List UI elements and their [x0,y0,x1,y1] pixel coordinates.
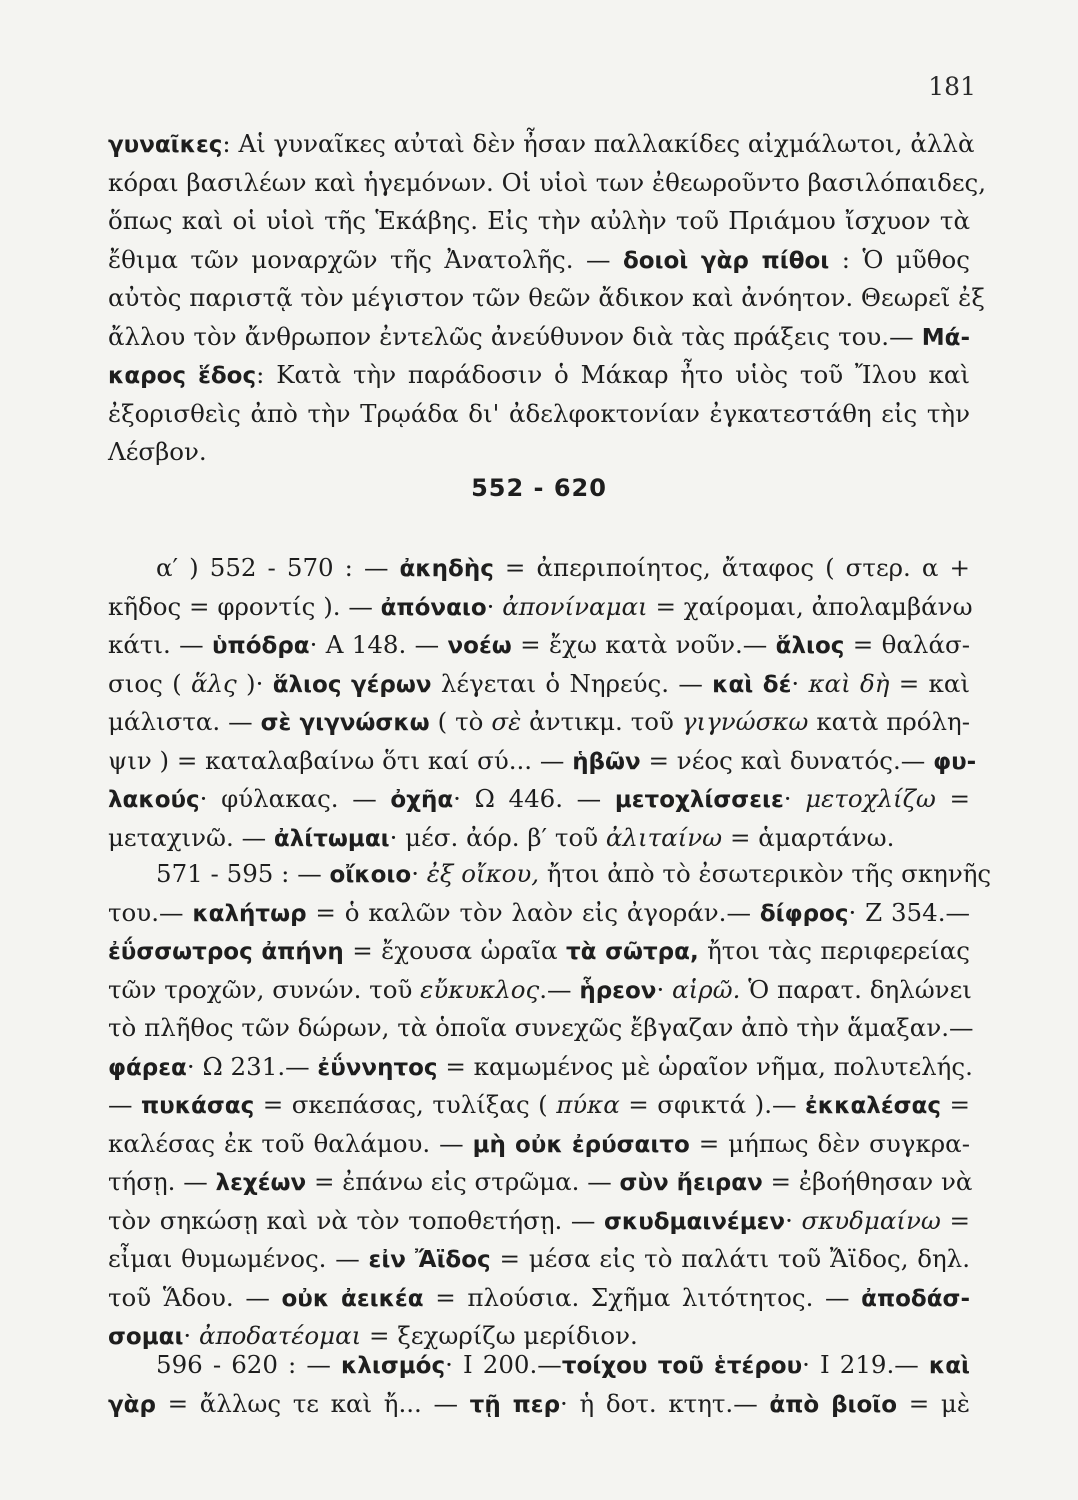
text-line: τοῦ Ἅδου. — οὐκ ἀεικέα = πλούσια. Σχῆμα λιτότητος. — ἀποδάσ- [108,1282,970,1312]
headword: σκυδμαινέμεν [603,1208,786,1235]
headword: κλισμός [340,1353,446,1379]
text-line: 571 - 595 : — οἴκοιο· ἐξ οἴκου, ἤτοι ἀπὸ τὸ ἐσωτερικὸν τῆς σκηνῆς [156,859,992,888]
commentary-paragraph-1 [108,125,987,472]
headword: ἐΰσσωτρος ἀπήνη [108,939,344,965]
commentary-paragraph-4 [108,1346,970,1423]
headword: ἀποδάσ- [861,1285,970,1312]
text-line: μεταχινῶ. — ἀλίτωμαι· μέσ. ἀόρ. β′ τοῦ ἀλιταίνω = ἁμαρτάνω. [108,822,895,852]
text-line: φάρεα· Ω 231.— ἐΰννητος = καμωμένος μὲ ὡραῖον νῆμα, πολυτελής. [108,1051,973,1081]
headword: καρος ἕδος [108,363,257,389]
text-line: κόραι βασιλέων καὶ ἡγεμόνων. Οἱ υἱοὶ των ἐθεωροῦντο βασιλόπαιδες, [108,167,987,197]
text-line: τὸ πλῆθος τῶν δώρων, τὰ ὁποῖα συνεχῶς ἔβγαζαν ἀπὸ τὴν ἅμαξαν.— [108,1013,974,1042]
text-line: Λέσβον. [108,437,207,466]
headword: καὶ δέ [712,671,792,698]
headword: ἀλίτωμαι [273,825,390,852]
headword: ἡβῶν [572,748,641,775]
text-line: ἔθιμα τῶν μοναρχῶν τῆς Ἀνατολῆς. — δοιοὶ γὰρ πίθοι : Ὁ μῦθος [108,244,970,274]
headword: ἀπὸ βιοῖο [769,1391,898,1418]
headword: φυ- [933,748,977,775]
headword: ὑπόδρα [212,633,310,659]
text-line: μάλιστα. — σὲ γιγνώσκω ( τὸ σὲ ἀντικμ. τοῦ γιγνώσκω κατὰ πρόλη- [108,707,970,736]
page-number: 181 [928,72,976,101]
text-line: γὰρ = ἄλλως τε καὶ ἤ... — τῇ περ· ἡ δοτ. κτητ.— ἀπὸ βιοῖο = μὲ [108,1388,970,1418]
text-line: ἐξορισθεὶς ἀπὸ τὴν Τρῳάδα δι' ἀδελφοκτονίαν ἐγκατεστάθη εἰς τὴν [108,398,970,428]
text-line: αὐτὸς παριστᾷ τὸν μέγιστον τῶν θεῶν ἄδικον καὶ ἀνόητον. Θεωρεῖ ἐξ [108,283,985,312]
headword: ἧρεον [579,977,657,1004]
headword: καὶ [928,1353,971,1379]
text-line: τῶν τροχῶν, συνών. τοῦ εὔκυκλος.— ἧρεον· αἱρῶ. Ὁ παρατ. δηλώνει [108,974,972,1004]
headword: φάρεα [108,1054,187,1081]
section-heading: 552 - 620 [471,474,607,502]
headword: μὴ οὐκ ἐρύσαιτο [472,1131,690,1158]
headword: ἅλιος γέρων [272,671,432,698]
text-line: γυναῖκες: Αἱ γυναῖκες αὐταὶ δὲν ἦσαν παλλακίδες αἰχμάλωτοι, ἀλλὰ [108,129,975,158]
text-line: 596 - 620 : — κλισμός· Ι 200.—τοίχου τοῦ ἑτέρου· Ι 219.— καὶ [156,1350,971,1379]
headword: πυκάσας [140,1093,255,1119]
text-line: σιος ( ἅλς )· ἅλιος γέρων λέγεται ὁ Νηρεύς. — καὶ δέ· καὶ δὴ = καὶ [108,668,970,698]
headword: οἴκοιο [329,862,412,888]
text-line: ψιν ) = καταλαβαίνω ὅτι καί σύ... — ἡβῶν = νέος καὶ δυνατός.— φυ- [108,745,977,775]
headword: λακούς [108,787,200,813]
headword: δίφρος [759,900,849,927]
headword: ἀκηδὴς [399,556,494,582]
text-line: τήσῃ. — λεχέων = ἐπάνω εἰς στρῶμα. — σὺν ἤειραν = ἐβοήθησαν νὰ [108,1167,973,1196]
headword: λεχέων [215,1170,307,1196]
headword: ὀχῆα [390,787,454,813]
commentary-paragraph-2 [108,549,977,857]
headword: γὰρ [108,1391,156,1418]
headword: ἀπόναιο [380,594,487,621]
text-line: κάτι. — ὑπόδρα· Α 148. — νοέω = ἔχω κατὰ νοῦν.— ἅλιος = θαλάσ- [108,630,970,659]
headword: γυναῖκες [108,132,223,158]
text-line: λακούς· φύλακας. — ὀχῆα· Ω 446. — μετοχλίσσειε· μετοχλίζω = [108,784,971,813]
text-line: τὸν σηκώσῃ καὶ νὰ τὸν τοποθετήσῃ. — σκυδμαινέμεν· σκυδμαίνω = [108,1205,970,1235]
headword: ἐκκαλέσας [804,1093,941,1119]
text-line: ἄλλου τὸν ἄνθρωπον ἐντελῶς ἀνεύθυνον διὰ τὰς πράξεις του.— Μά- [108,321,970,351]
headword: τοίχου τοῦ ἑτέρου [561,1353,803,1379]
text-line: ὅπως καὶ οἱ υἱοὶ τῆς Ἑκάβης. Εἰς τὴν αὐλὴν τοῦ Πριάμου ἴσχυον τὰ [108,206,970,235]
headword: σὺν ἤειραν [619,1170,763,1196]
commentary-paragraph-3 [108,855,992,1356]
headword: τῇ περ [469,1391,561,1418]
text-line: εἶμαι θυμωμένος. — εἰν Ἄϊδος = μέσα εἰς τὸ παλάτι τοῦ Ἄϊδος, δηλ. [108,1244,970,1273]
text-line: καρος ἕδος: Κατὰ τὴν παράδοσιν ὁ Μάκαρ ἦτο υἱὸς τοῦ Ἴλου καὶ [108,360,970,389]
headword: καλήτωρ [192,900,307,927]
text-line: σομαι· ἀποδατέομαι = ξεχωρίζω μερίδιον. [108,1321,638,1350]
headword: εἰν Ἄϊδος [368,1247,491,1273]
text-line: α′ ) 552 - 570 : — ἀκηδὴς = ἀπεριποίητος, ἄταφος ( στερ. α + [156,553,970,582]
headword: νοέω [447,633,512,659]
headword: σομαι [108,1324,184,1350]
text-line: καλέσας ἐκ τοῦ θαλάμου. — μὴ οὐκ ἐρύσαιτο = μήπως δὲν συγκρα- [108,1128,970,1158]
headword: ἅλιος [775,633,845,659]
headword: σὲ γιγνώσκω [260,710,430,736]
text-line: ἐΰσσωτρος ἀπήνη = ἔχουσα ὡραῖα τὰ σῶτρα, ἤτοι τὰς περιφερείας [108,936,970,965]
text-line: κῆδος = φροντίς ). — ἀπόναιο· ἀπονίναμαι = χαίρομαι, ἀπολαμβάνω [108,591,973,621]
headword: δοιοὶ γὰρ πίθοι [622,247,830,274]
headword: οὐκ ἀεικέα [281,1285,424,1312]
headword: Μά- [921,324,970,351]
text-line: — πυκάσας = σκεπάσας, τυλίξας ( πύκα = σφικτά ).— ἐκκαλέσας = [108,1090,970,1119]
text-line: του.— καλήτωρ = ὁ καλῶν τὸν λαὸν εἰς ἀγοράν.— δίφρος· Ζ 354.— [108,897,971,927]
headword: τὰ σῶτρα, [565,939,699,965]
headword: ἐΰννητος [317,1054,438,1081]
headword: μετοχλίσσειε [614,787,784,813]
